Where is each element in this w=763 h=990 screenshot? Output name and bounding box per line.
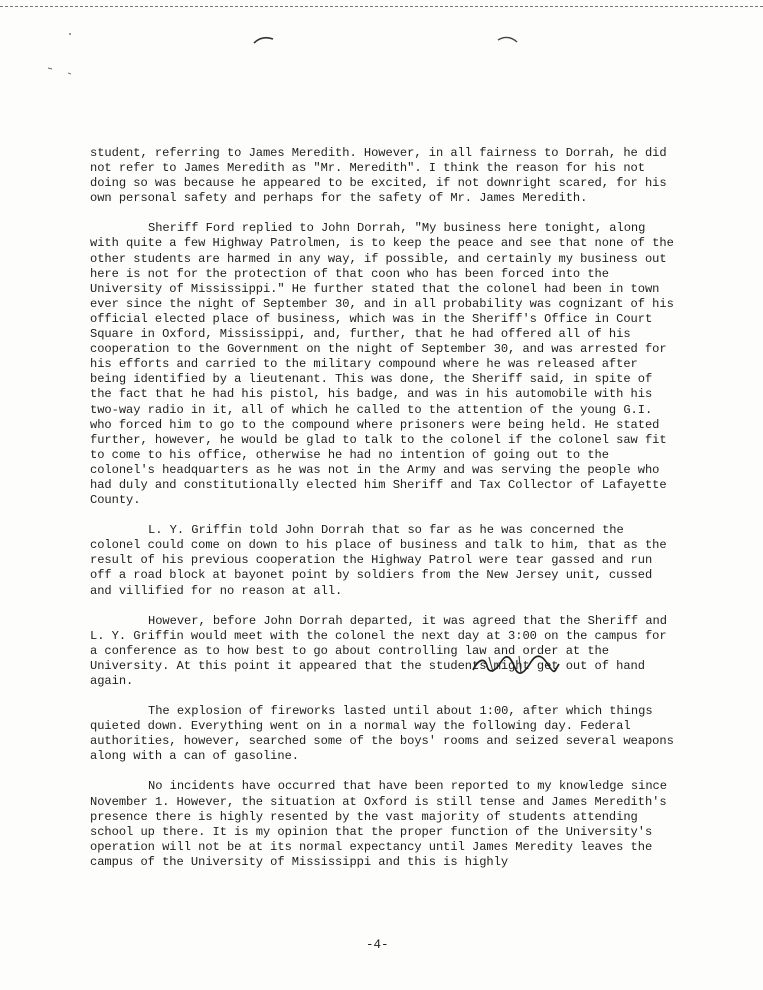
paragraph-agreement: However, before John Dorrah departed, it was agreed that the Sheriff and L. Y. Griffin would meet with the colonel the next day at 3:00 on the campus for a conference as to how best to go about controlling law and order at the University. At this point it appeared that the students might get out of hand again. bbox=[90, 613, 667, 688]
handwritten-correction-mark bbox=[469, 654, 561, 676]
paragraph-continuation: student, referring to James Meredith. However, in all fairness to Dorrah, he did not refer to James Meredith as "Mr. Meredith". I think the reason for his not doing so was because he appeared to be excited, if not downright scared, for his own personal safety and perhaps for the safety of Mr. James Meredith. bbox=[90, 146, 667, 206]
page-number: -4- bbox=[366, 938, 389, 952]
hole-punch-mark-right bbox=[496, 34, 520, 46]
paragraph-griffin: L. Y. Griffin told John Dorrah that so far as he was concerned the colonel could come on down to his place of business and talk to him, that as the result of his previous cooperation the Highway Patrol were tear gassed and run off a road block at bayonet point by soldiers from the New Jersey unit, cussed and villified for no reason at all. bbox=[90, 523, 667, 598]
paragraph-fireworks: The explosion of fireworks lasted until about 1:00, after which things quieted down. Everything went on in a normal way the following day. Federal authorities, however, searched some of the boys' rooms and seized several weapons along with a can of gasoline. bbox=[90, 704, 674, 764]
top-perforation-line bbox=[0, 6, 763, 7]
paragraph-no-incidents: No incidents have occurred that have been reported to my knowledge since November 1. However, the situation at Oxford is still tense and James Meredith's presence there is highly resented by the vast majority of students attending school up there. It is my opinion that the proper function of the University's operation will not be at its normal expectancy until James Meredity leaves the campus of the University of Mississippi and this is highly bbox=[90, 779, 667, 869]
hole-punch-mark-left bbox=[252, 34, 276, 46]
paragraph-sheriff-ford: Sheriff Ford replied to John Dorrah, "My business here tonight, along with quite a few Highway Patrolmen, is to keep the peace and see that none of the other students are harmed in any way, if possible, and certainly my business out here is not for the protection of that coon who has been forced into the University of Mississippi." He further stated that the colonel had been in town ever since the night of September 30, and in all probability was cognizant of his official elected place of business, which was in the Sheriff's Office in Court Square in Oxford, Mississippi, and, further, that he had offered all of his cooperation to the Government on the night of September 30, and was arrested for his efforts and carried to the military compound where he was released after being identified by a lieutenant. This was done, the Sheriff said, in spite of the fact that he had his pistol, his badge, and was in his automobile with his two-way radio in it, all of which he called to the attention of the young G.I. who forced him to go to the compound where prisoners were being held. He stated further, however, he would be glad to talk to the colonel if the colonel saw fit to come to his office, otherwise he had no intention of going out to the colonel's headquarters as he was not in the Army and was serving the people who had duly and constitutionally elected him Sheriff and Tax Collector of Lafayette County. bbox=[90, 221, 674, 508]
scan-mark-left bbox=[40, 28, 80, 78]
document-body bbox=[90, 146, 680, 885]
